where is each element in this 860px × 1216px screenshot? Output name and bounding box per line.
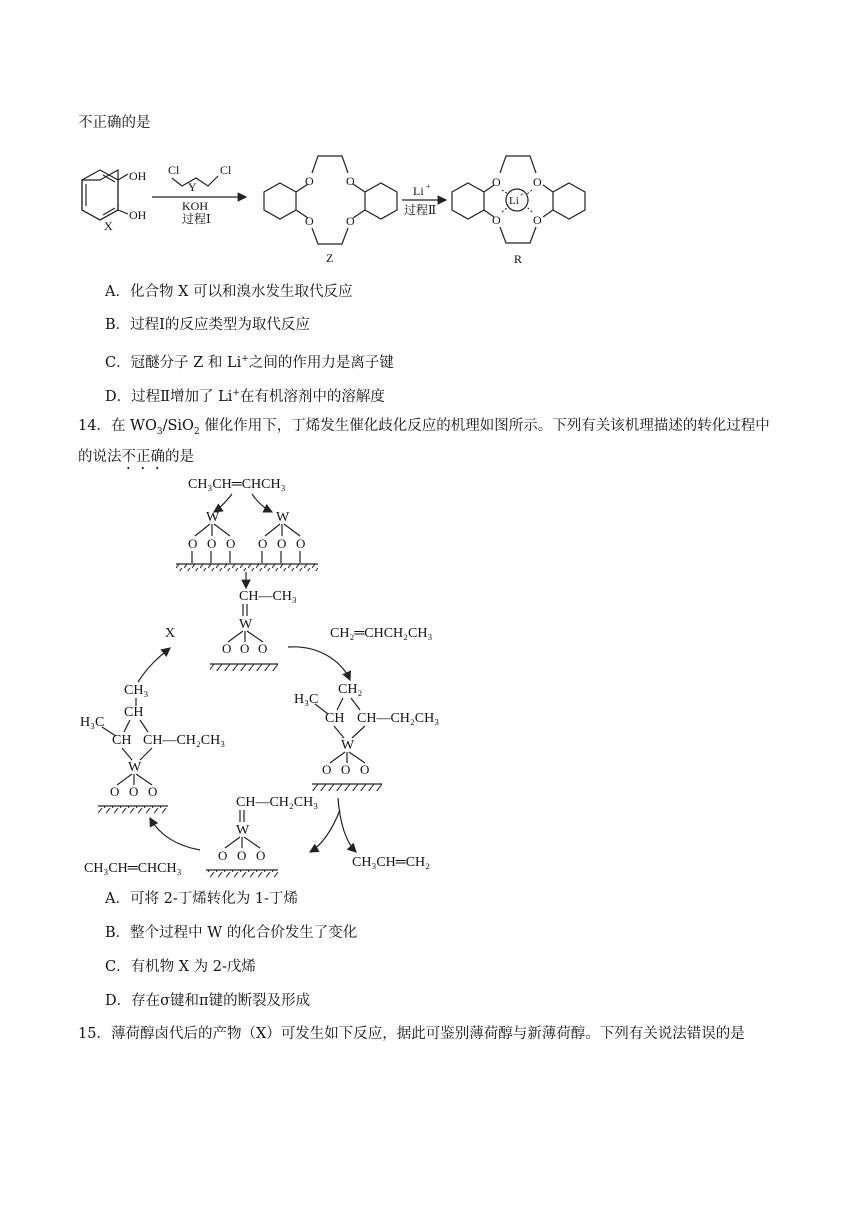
svg-text:+: + bbox=[426, 182, 431, 191]
svg-text:H₃C: H₃C bbox=[294, 692, 319, 707]
q13-option-b[interactable]: B．过程Ⅰ的反应类型为取代反应 bbox=[105, 317, 310, 333]
svg-text:W: W bbox=[236, 823, 250, 838]
svg-text:Y: Y bbox=[188, 180, 197, 194]
svg-text:O: O bbox=[533, 175, 542, 189]
top-molecule: CH₃CH═CHCH₃ bbox=[188, 477, 286, 492]
oh-label: OH bbox=[129, 208, 147, 222]
svg-text:O: O bbox=[492, 213, 501, 227]
svg-text:O: O bbox=[188, 536, 198, 551]
q13-stem-tail: 不正确的是 bbox=[78, 115, 151, 131]
svg-text:Li: Li bbox=[413, 184, 424, 198]
svg-text:O: O bbox=[218, 848, 228, 863]
svg-text:CH: CH bbox=[112, 733, 132, 748]
svg-text:Cl: Cl bbox=[168, 163, 180, 177]
x-label: X bbox=[104, 219, 113, 233]
q14-option-a[interactable]: A．可将 2-丁烯转化为 1-丁烯 bbox=[105, 891, 298, 907]
svg-text:Li: Li bbox=[509, 195, 519, 207]
svg-text:Cl: Cl bbox=[220, 163, 232, 177]
reagent-1-butene: CH₂═CHCH₂CH₃ bbox=[330, 626, 433, 641]
svg-text:O: O bbox=[277, 536, 287, 551]
svg-text:O: O bbox=[207, 536, 217, 551]
reagent-2-butene: CH₃CH═CHCH₃ bbox=[84, 861, 182, 876]
svg-text:O: O bbox=[492, 175, 501, 189]
q14-stem-line1: 14．在 $WO_3/SiO_2$ 催化作用下，丁烯发生催化歧化反应的机理如图所示。下列有关该机理描述的转化过程中 bbox=[78, 418, 770, 437]
w-surface-top bbox=[176, 510, 318, 571]
q14-option-b[interactable]: B．整个过程中 W 的化合价发生了变化 bbox=[105, 925, 358, 941]
svg-text:O: O bbox=[305, 174, 314, 188]
q13-option-c[interactable]: C．冠醚分子 Z 和 Li+之间的作用力是离子键 bbox=[105, 354, 394, 371]
svg-text:O: O bbox=[533, 213, 542, 227]
svg-text:过程Ⅱ: 过程Ⅱ bbox=[404, 203, 437, 217]
svg-text:CH—CH₂CH₃: CH—CH₂CH₃ bbox=[236, 795, 319, 810]
q14-stem-line2: 的说法不正确的是 bbox=[78, 449, 194, 465]
svg-text:CH—CH₂CH₃: CH—CH₂CH₃ bbox=[357, 711, 440, 726]
svg-text:CH—CH₂CH₃: CH—CH₂CH₃ bbox=[143, 733, 226, 748]
svg-text:O: O bbox=[129, 784, 139, 799]
svg-text:CH₂: CH₂ bbox=[338, 682, 363, 697]
svg-text:O: O bbox=[256, 848, 266, 863]
svg-text:O: O bbox=[148, 784, 158, 799]
q14-option-d[interactable]: D．存在σ键和π键的断裂及形成 bbox=[105, 993, 311, 1009]
svg-text:O: O bbox=[360, 762, 370, 777]
svg-text:O: O bbox=[240, 641, 250, 656]
svg-text:O: O bbox=[258, 536, 268, 551]
q13-option-d[interactable]: D．过程Ⅱ增加了 Li+在有机溶剂中的溶解度 bbox=[105, 388, 385, 405]
svg-text:O: O bbox=[305, 214, 314, 228]
svg-text:Z: Z bbox=[326, 251, 334, 265]
svg-text:KOH: KOH bbox=[182, 199, 208, 213]
svg-text:CH₃: CH₃ bbox=[124, 683, 149, 698]
metallacycle-2 bbox=[80, 683, 225, 813]
svg-text:O: O bbox=[346, 174, 355, 188]
svg-text:O: O bbox=[237, 848, 247, 863]
svg-text:CH—CH₃: CH—CH₃ bbox=[239, 589, 297, 604]
svg-text:R: R bbox=[514, 252, 523, 266]
svg-text:过程Ⅰ: 过程Ⅰ bbox=[182, 212, 211, 226]
w-carbene-2 bbox=[206, 795, 318, 877]
svg-text:H₃C: H₃C bbox=[80, 715, 105, 730]
svg-text:O: O bbox=[226, 536, 236, 551]
x-product: X bbox=[165, 626, 176, 641]
svg-text:O: O bbox=[222, 641, 232, 656]
svg-text:+: + bbox=[520, 191, 524, 199]
w-carbene-1 bbox=[210, 589, 297, 671]
svg-text:W: W bbox=[341, 738, 355, 753]
q14-option-c[interactable]: C．有机物 X 为 2-戊烯 bbox=[105, 959, 256, 975]
svg-text:O: O bbox=[346, 214, 355, 228]
svg-text:O: O bbox=[258, 641, 268, 656]
svg-text:CH: CH bbox=[124, 705, 144, 720]
svg-text:O: O bbox=[110, 784, 120, 799]
q15-stem: 15．薄荷醇卤代后的产物（X）可发生如下反应，据此可鉴别薄荷醇与新薄荷醇。下列有关说法错误的是 bbox=[78, 1026, 745, 1042]
svg-text:W: W bbox=[239, 617, 253, 632]
svg-text:O: O bbox=[296, 536, 306, 551]
emphasis-text: 不正确 bbox=[121, 449, 165, 465]
metallacycle-1 bbox=[294, 682, 439, 791]
product-propene: CH₃CH═CH₂ bbox=[352, 855, 431, 870]
svg-text:O: O bbox=[341, 762, 351, 777]
q13-option-a[interactable]: A．化合物 X 可以和溴水发生取代反应 bbox=[105, 284, 353, 300]
svg-text:O: O bbox=[322, 762, 332, 777]
svg-text:W: W bbox=[276, 510, 290, 525]
oh-label: OH bbox=[129, 169, 147, 183]
svg-text:CH: CH bbox=[325, 711, 345, 726]
svg-text:W: W bbox=[206, 510, 220, 525]
svg-text:W: W bbox=[128, 760, 142, 775]
